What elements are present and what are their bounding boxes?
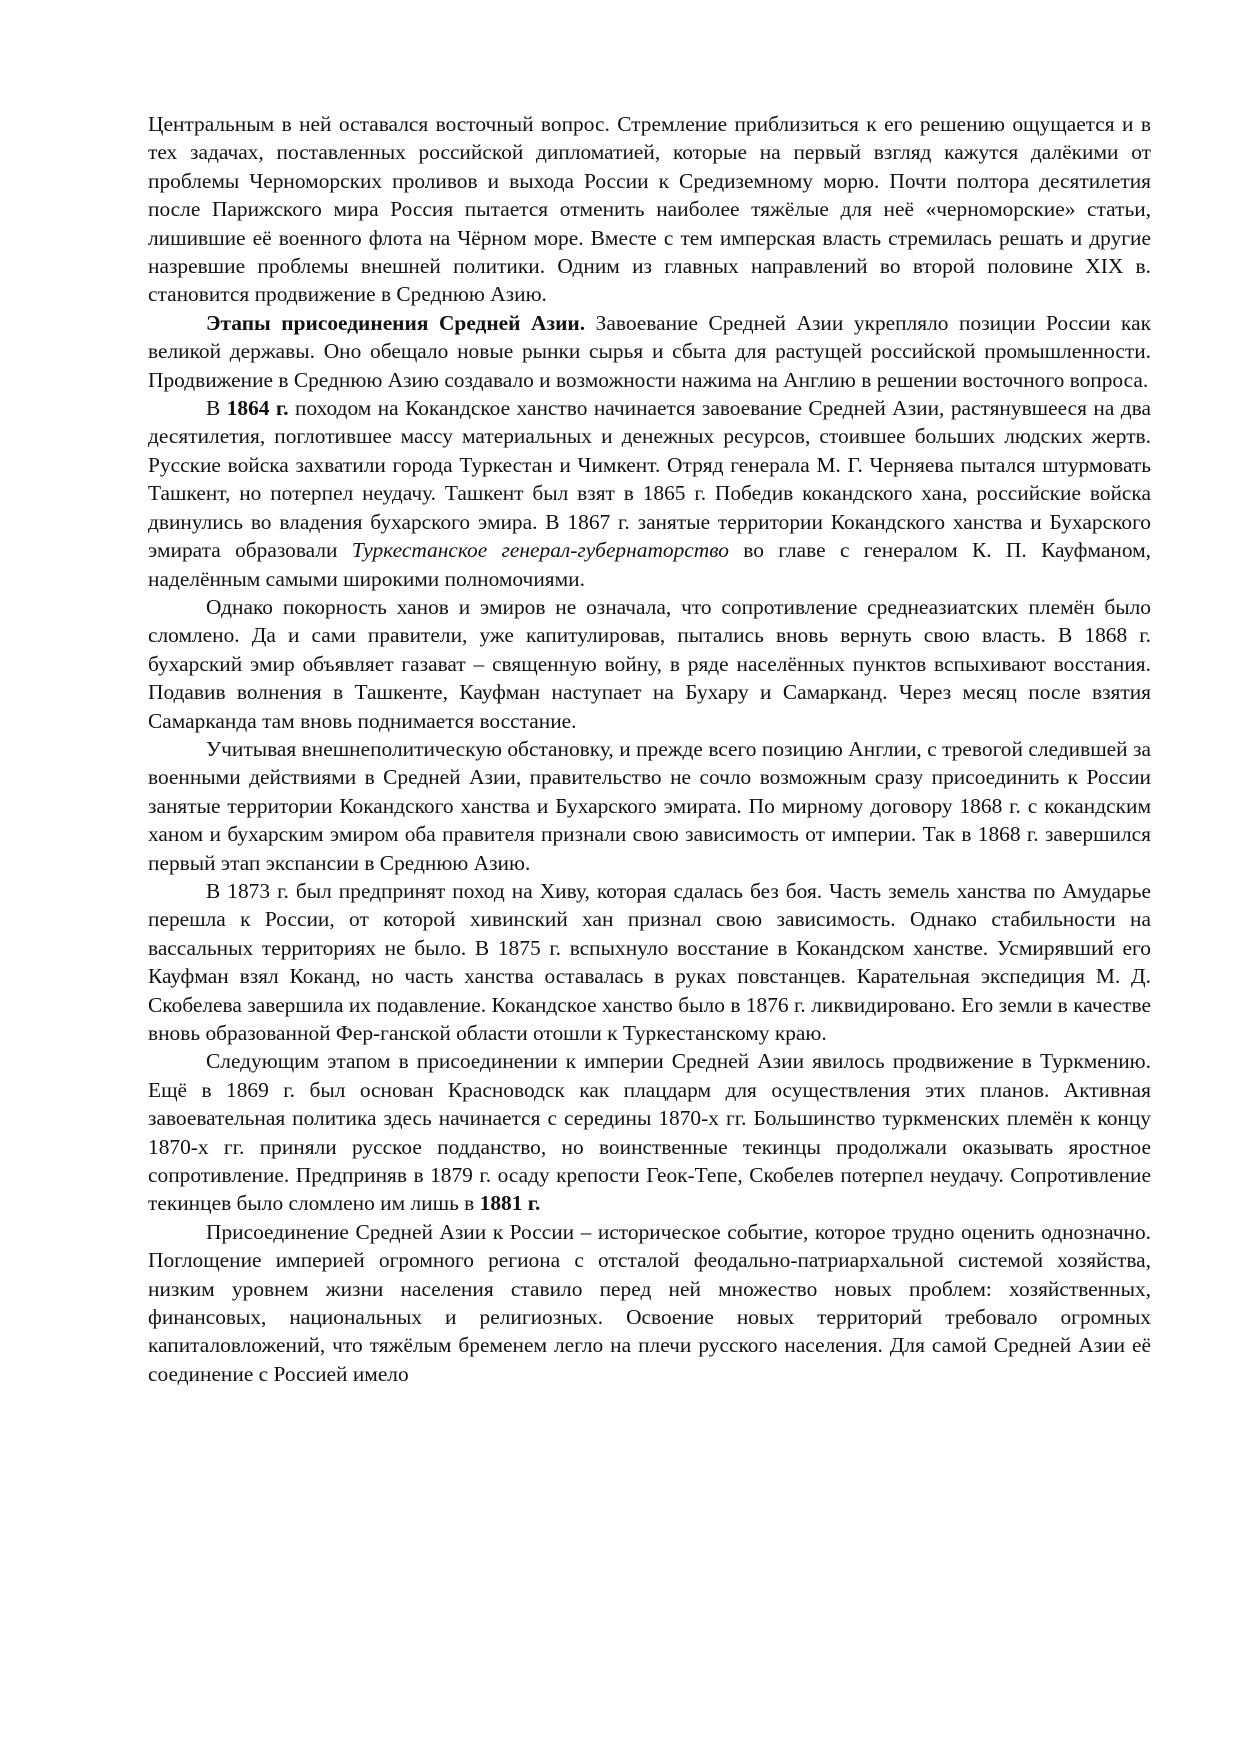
paragraph-5: Учитывая внешнеполитическую обстановку, и прежде всего позицию Англии, с тревогой следившей за военными действиями в Средней Азии, правительство не сочло возможным сразу присоединить к России занятые территории Кокандского ханства и Бухарского эмирата. По мирному договору 1868 г. с кокандским ханом и бухарским эмиром оба правителя признали свою зависимость от империи. Так в 1868 г. завершился первый этап экспансии в Среднюю Азию. <box>148 736 1151 875</box>
paragraph-3-lead: В <box>206 396 227 421</box>
paragraph-2 <box>148 309 1151 394</box>
paragraph-3 <box>148 394 1151 593</box>
paragraph-3-text-a: походом на Кокандское ханство начинается завоевание Средней Азии, растянувшееся на два десятилетия, поглотившее массу материальных и денежных ресурсов, стоившее больших людских жертв. Русские войска захватили города Туркестан и Чимкент. Отряд генерала М. Г. Черняева пытался штурмовать Ташкент, но потерпел неудачу. Ташкент был взят в 1865 г. Победив кокандского хана, российские войска двинулись во владения бухарского эмира. В 1867 г. занятые территории Кокандского ханства и Бухарского эмирата образовали <box>148 396 1151 563</box>
section-heading: Этапы присоединения Средней Азии. <box>206 310 586 335</box>
term-turkestan-governorate: Туркестанское генерал-губернаторство <box>351 538 729 563</box>
year-1864: 1864 г. <box>226 396 289 421</box>
paragraph-8: Присоединение Средней Азии к России – историческое событие, которое трудно оценить однозначно. Поглощение империей огромного региона с отсталой феодально-патриархальной системой хозяйства, низким уровнем жизни населения ставило перед ней множество новых проблем: хозяйственных, финансовых, национальных и религиозных. Освоение новых территорий требовало огромных капиталовложений, что тяжёлым бременем легло на плечи русского населения. Для самой Средней Азии её соединение с Россией имело <box>148 1219 1151 1386</box>
year-1881: 1881 г. <box>479 1191 541 1216</box>
paragraph-1: Центральным в ней оставался восточный вопрос. Стремление приблизиться к его решению ощущается и в тех задачах, поставленных российской дипломатией, которые на первый взгляд кажутся далёкими от проблемы Черноморских проливов и выхода России к Средиземному морю. Почти полтора десятилетия после Парижского мира Россия пытается отменить наиболее тяжёлые для неё «черноморские» статьи, лишившие её военного флота на Чёрном море. Вместе с тем имперская власть стремилась решать и другие назревшие проблемы внешней политики. Одним из главных направлений во второй половине XIX в. становится продвижение в Среднюю Азию. <box>148 112 1151 307</box>
paragraph-4: Однако покорность ханов и эмиров не означала, что сопротивление среднеазиатских племён было сломлено. Да и сами правители, уже капитулировав, пытались вновь вернуть свою власть. В 1868 г. бухарский эмир объявляет газават – священную войну, в ряде населённых пунктов вспыхивают восстания. Подавив волнения в Ташкенте, Кауфман наступает на Бухару и Самарканд. Через месяц после взятия Самарканда там вновь поднимается восстание. <box>148 594 1151 733</box>
paragraph-6: В 1873 г. был предпринят поход на Хиву, которая сдалась без боя. Часть земель ханства по Амударье перешла к России, от которой хивинский хан признал свою зависимость. Однако стабильности на вассальных территориях не было. В 1875 г. вспыхнуло восстание в Кокандском ханстве. Усмирявший его Кауфман взял Коканд, но часть ханства оставалась в руках повстанцев. Карательная экспедиция М. Д. Скобелева завершила их подавление. Кокандское ханство было в 1876 г. ликвидировано. Его земли в качестве вновь образованной Фер-ганской области отошли к Туркестанскому краю. <box>148 878 1151 1045</box>
document-page <box>148 110 1151 1388</box>
paragraph-7-text: Следующим этапом в присоединении к империи Средней Азии явилось продвижение в Туркмению. Ещё в 1869 г. был основан Красноводск как плацдарм для осуществления этих планов. Активная завоевательная политика здесь начинается с середины 1870-х гг. Большинство туркменских племён к концу 1870-х гг. приняли русское подданство, но воинственные текинцы продолжали оказывать яростное сопротивление. Предприняв в 1879 г. осаду крепости Геок-Тепе, Скобелев потерпел неудачу. Сопротивление текинцев было сломлено им лишь в <box>148 1049 1151 1216</box>
paragraph-2-text: Завоевание Средней Азии укрепляло позиции России как великой державы. Оно обещало новые рынки сырья и сбыта для растущей российской промышленности. Продвижение в Среднюю Азию создавало и возможности нажима на Англию в решении восточного вопроса. <box>148 310 1151 392</box>
paragraph-3-text-b: во главе с генералом К. П. Кауфманом, наделённым самыми широкими полномочиями. <box>148 538 1151 591</box>
paragraph-7 <box>148 1047 1151 1217</box>
